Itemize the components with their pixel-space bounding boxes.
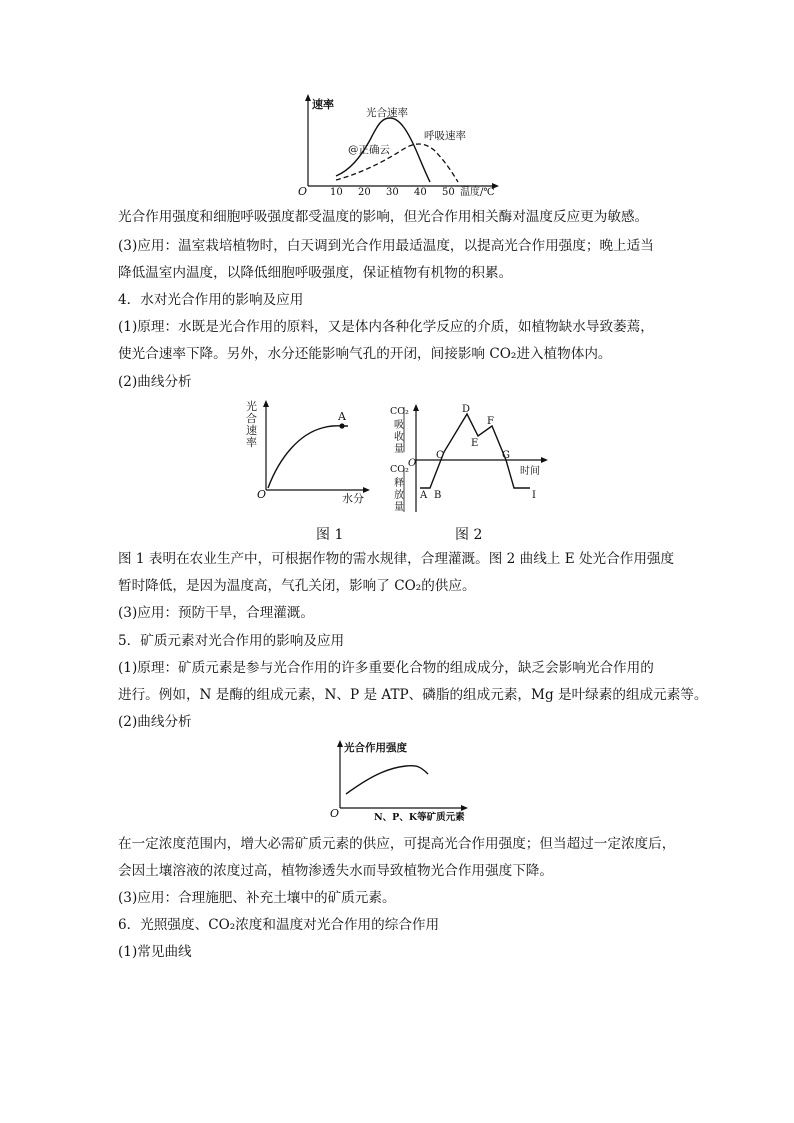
x-tick: 50	[442, 187, 455, 198]
saturation-point-a	[339, 423, 344, 428]
x-axis-label: 温度/℃	[460, 187, 495, 198]
x-tick: 10	[330, 187, 343, 198]
absorb-label: 量	[394, 444, 404, 455]
x-axis-label: 时间	[520, 466, 540, 477]
figure-1-caption: 图 1	[316, 527, 344, 543]
text-line: (1)原理：矿质元素是参与光合作用的许多重要化合物的组成成分，缺乏会影响光合作用的	[118, 660, 654, 676]
origin-label: O	[298, 185, 308, 198]
text-line: 使光合速率下降。另外，水分还能影响气孔的开闭，间接影响 CO₂进入植物体内。	[118, 346, 612, 362]
co2-release-label: CO₂	[390, 464, 409, 475]
text-line: 图 1 表明在农业生产中，可根据作物的需水规律，合理灌溉。图 2 曲线上 E 处光合作用强度	[118, 551, 675, 567]
point-label-a: A	[420, 490, 428, 501]
text-line: (1)原理：水既是光合作用的原料，又是体内各种化学反应的介质，如植物缺水导致萎蔫，	[118, 319, 654, 335]
text-line: (2)曲线分析	[118, 374, 192, 390]
y-axis-arrow	[305, 94, 311, 101]
release-label: 量	[394, 502, 404, 513]
point-label-a: A	[338, 410, 346, 423]
y-axis-arrow	[263, 400, 269, 407]
section-heading: 5．矿质元素对光合作用的影响及应用	[118, 633, 345, 649]
x-tick: 20	[358, 187, 371, 198]
y-axis-label: 合	[246, 412, 257, 425]
co2-absorb-label: CO₂	[390, 406, 409, 417]
point-label-b: B	[434, 490, 442, 501]
absorb-label: 收	[394, 432, 404, 443]
text-line: (3)应用：预防干旱，合理灌溉。	[118, 605, 314, 621]
point-label-f: F	[487, 416, 494, 427]
text-line: 光合作用强度和细胞呼吸强度都受温度的影响，但光合作用相关酶对温度反应更为敏感。	[118, 209, 649, 225]
origin-label: O	[408, 458, 417, 469]
point-label-d: D	[462, 404, 471, 415]
watermark: @正确云	[348, 144, 390, 156]
y-axis-label: 率	[246, 436, 257, 449]
text-line: (3)应用：合理施肥、补充土壤中的矿质元素。	[118, 890, 396, 906]
text-line: (2)曲线分析	[118, 714, 192, 730]
origin-label: O	[257, 488, 267, 501]
temperature-rate-figure	[290, 92, 520, 200]
origin-label: O	[330, 807, 340, 820]
resp-curve-label: 呼吸速率	[424, 130, 466, 142]
x-axis-label: N、P、K等矿质元素	[374, 812, 465, 823]
release-label: 放	[394, 490, 404, 501]
x-tick: 40	[414, 187, 427, 198]
point-label-g: G	[502, 450, 510, 461]
mineral-figure	[324, 738, 484, 824]
text-line: (3)应用：温室栽培植物时，白天调到光合作用最适温度，以提高光合作用强度；晚上适当	[118, 238, 654, 254]
photo-curve-label: 光合速率	[366, 107, 408, 119]
photosynthesis-water-curve	[268, 426, 348, 488]
x-axis-arrow	[541, 457, 548, 463]
y-axis-arrow	[337, 740, 343, 747]
figure-2-co2-time	[384, 402, 554, 518]
x-axis-label: 水分	[342, 492, 364, 505]
point-label-e: E	[471, 438, 479, 449]
text-line: (1)常见曲线	[118, 944, 192, 960]
mineral-curve	[346, 766, 428, 794]
text-line: 会因土壤溶液的浓度过高，植物渗透失水而导致植物光合作用强度下降。	[118, 863, 553, 879]
text-line: 暂时降低，是因为温度高，气孔关闭，影响了 CO₂的供应。	[118, 578, 476, 594]
point-label-i: I	[532, 490, 536, 501]
y-axis-label: 速	[246, 424, 257, 437]
x-axis-arrow	[461, 805, 468, 811]
x-axis-arrow	[363, 487, 370, 493]
section-heading: 6．光照强度、CO₂浓度和温度对光合作用的综合作用	[118, 917, 440, 933]
text-line: 在一定浓度范围内，增大必需矿质元素的供应，可提高光合作用强度；但当超过一定浓度后，	[118, 836, 676, 852]
text-line: 进行。例如，N 是酶的组成元素，N、P 是 ATP、磷脂的组成元素，Mg 是叶绿素的组成元素等。	[118, 687, 708, 703]
figure-2-caption: 图 2	[455, 527, 483, 543]
absorb-label: 吸	[394, 420, 404, 431]
release-label: 释	[394, 478, 404, 489]
y-axis-label: 光合作用强度	[344, 742, 407, 754]
point-label-c: C	[436, 450, 444, 461]
figure-1-water	[240, 398, 380, 506]
x-tick: 30	[386, 187, 399, 198]
y-axis-label: 速率	[312, 98, 334, 111]
text-line: 降低温室内温度，以降低细胞呼吸强度，保证植物有机物的积累。	[118, 265, 513, 281]
y-axis-label: 光	[246, 400, 257, 413]
y-axis-arrow	[413, 404, 419, 411]
section-heading: 4．水对光合作用的影响及应用	[118, 292, 304, 308]
